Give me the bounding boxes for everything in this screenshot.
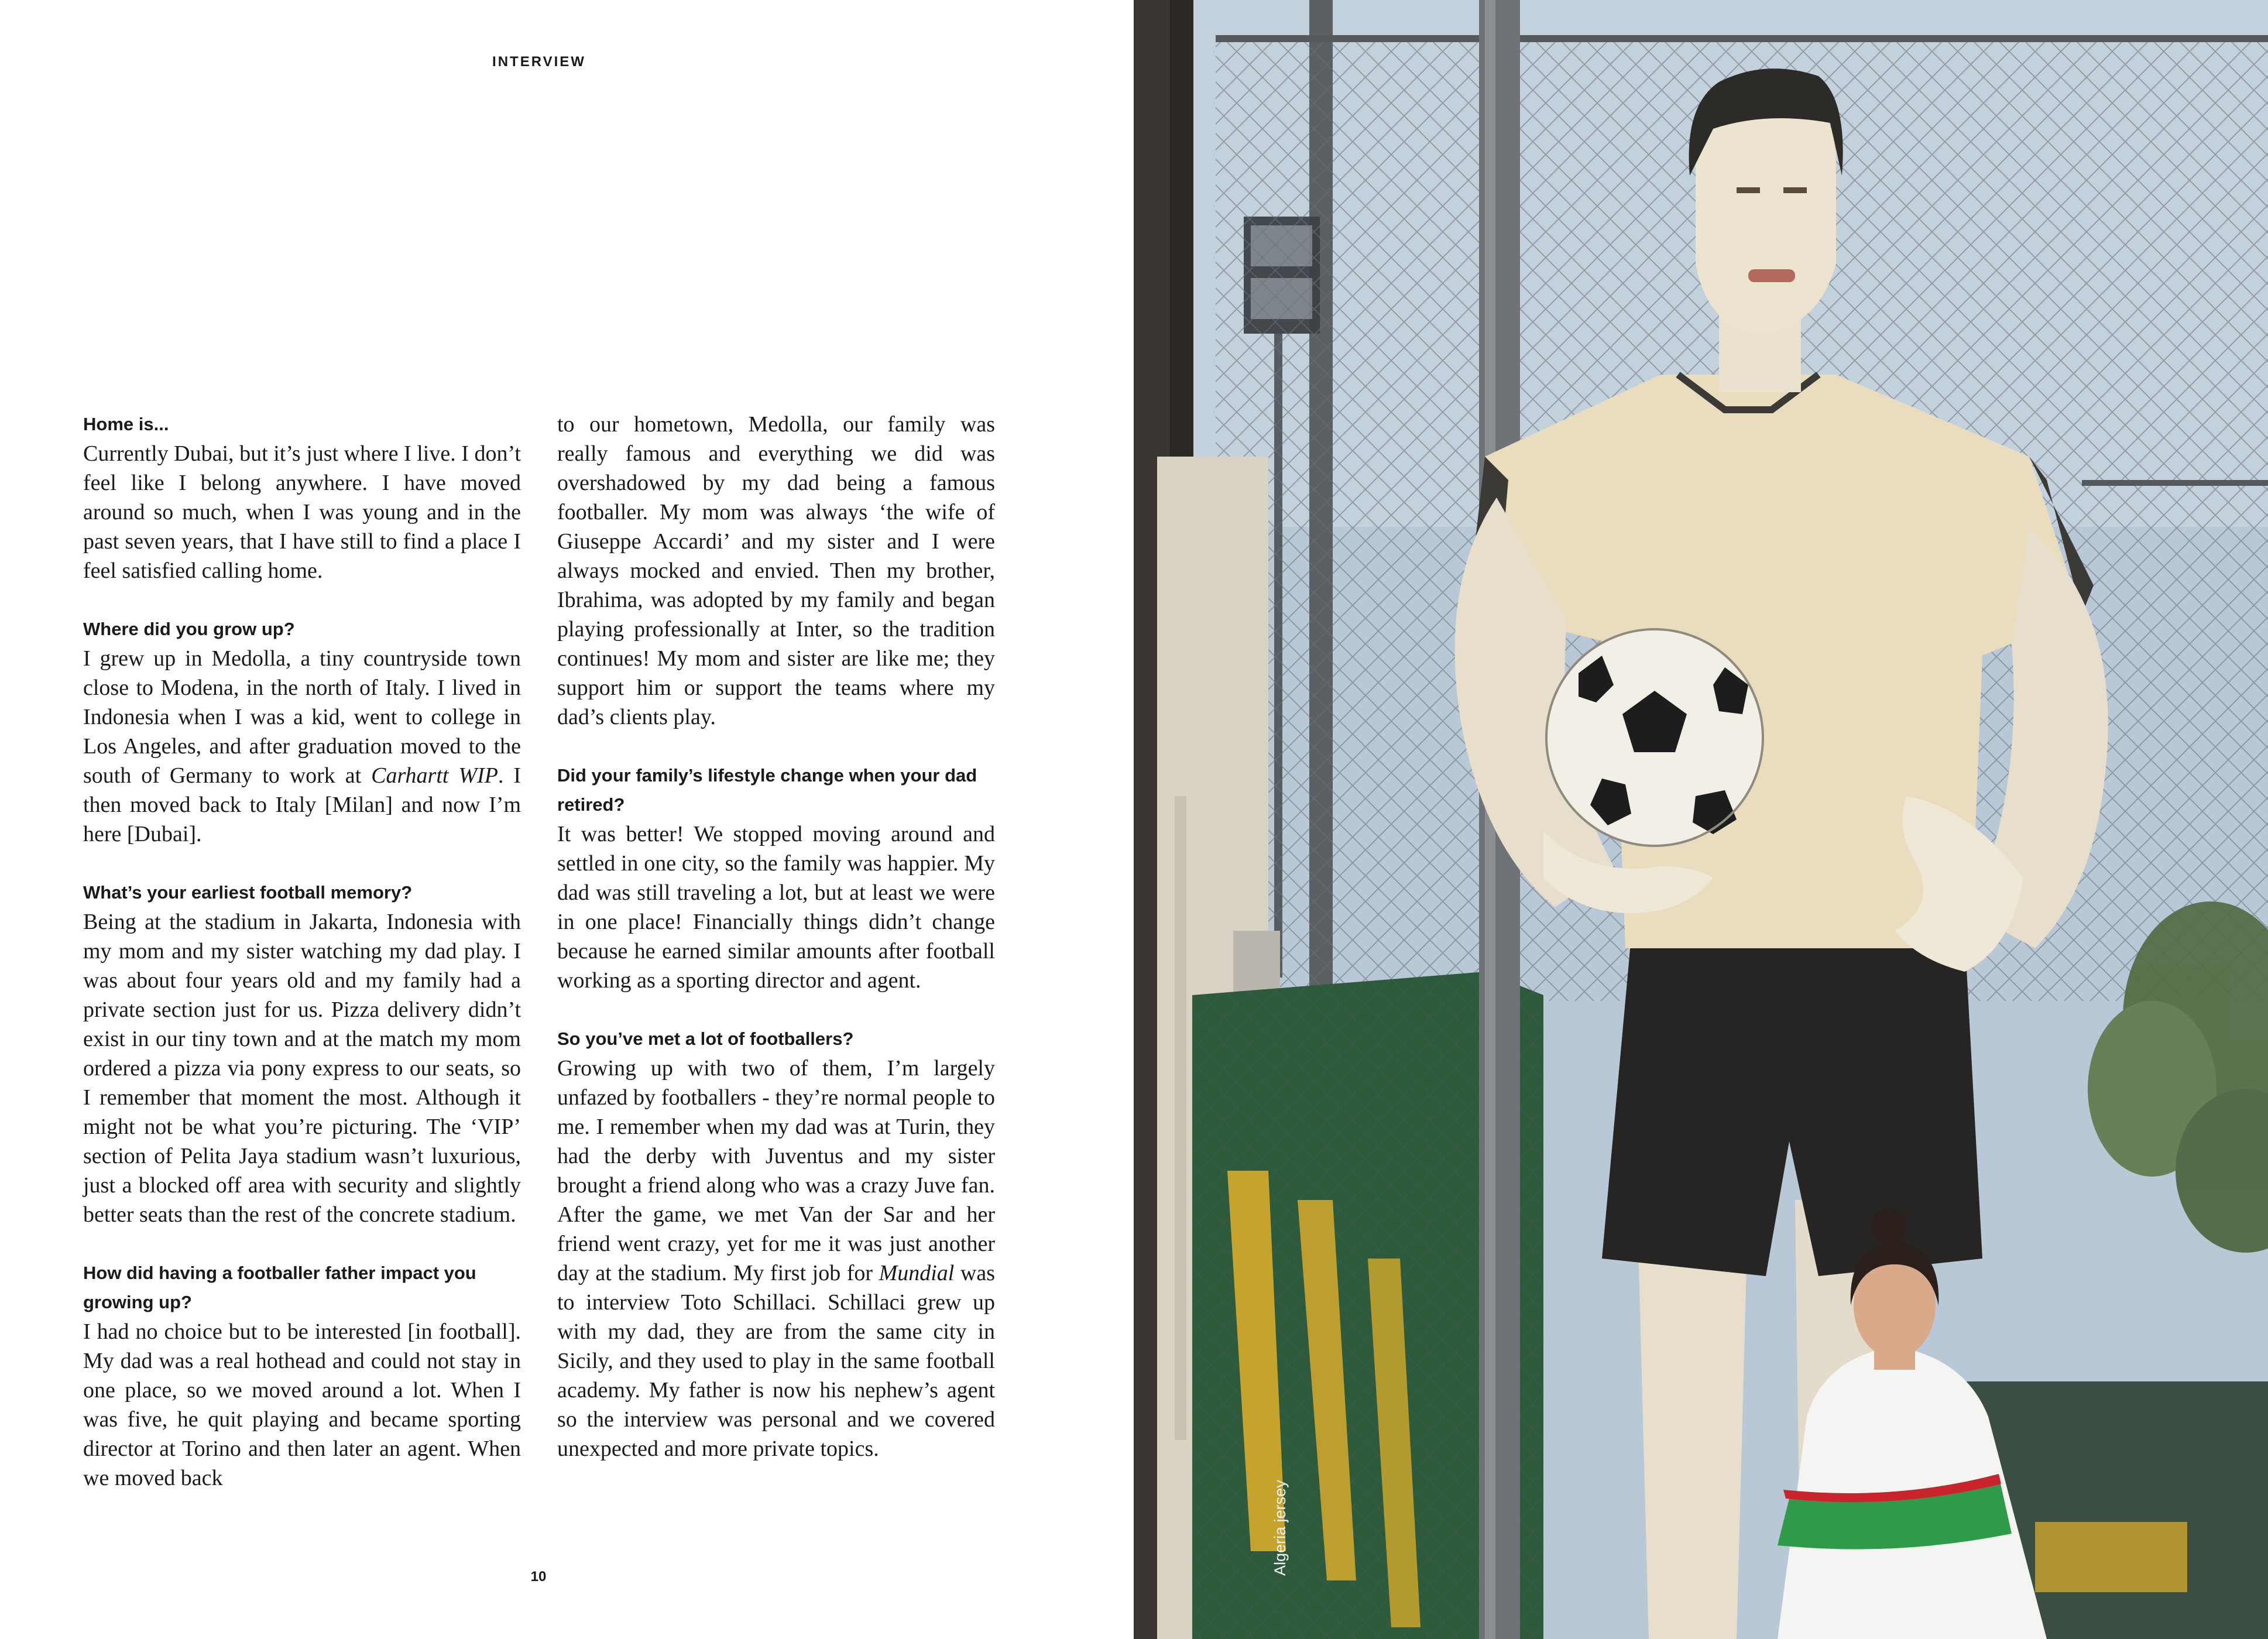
statue-photo xyxy=(1134,0,2268,1639)
question: Did your family’s lifestyle change when your dad retired? xyxy=(557,765,977,815)
qa-block xyxy=(83,615,521,849)
right-column xyxy=(557,410,995,1493)
question: Where did you grow up? xyxy=(83,619,295,639)
answer: I grew up in Medolla, a tiny countryside town close to Modena, in the north of Italy. I lived in Indonesia when I was a kid, went to college in Los Angeles, and after graduation moved to the south of Germany to work at Carhartt WIP. I then moved back to Italy [Milan] and now I’m here [Dubai]. xyxy=(83,646,521,846)
answer: Being at the stadium in Jakarta, Indonesia with my mom and my sister watching my dad play. I was about four years old and my family had a private section just for us. Pizza delivery didn’t exist in our tiny town and at the match my mom ordered a pizza via pony express to our seats, so I remember that moment the most. Although it might not be what you’re picturing. The ‘VIP’ section of Pelita Jaya stadium wasn’t luxurious, just a blocked off area with security and slightly better seats than the rest of the concrete stadium. xyxy=(83,910,521,1227)
question: So you’ve met a lot of footballers? xyxy=(557,1028,854,1049)
question: How did having a footballer father impact you growing up? xyxy=(83,1263,476,1312)
question: Home is... xyxy=(83,414,169,434)
photo-page xyxy=(1134,0,2268,1639)
continuation-block xyxy=(557,410,995,732)
qa-block xyxy=(83,410,521,585)
photo-caption: Algeria jersey xyxy=(1271,1480,1289,1576)
magazine-name: Mundial xyxy=(879,1261,955,1285)
football xyxy=(1546,629,1763,846)
qa-block xyxy=(83,1259,521,1493)
qa-block xyxy=(557,1024,995,1463)
answer: Currently Dubai, but it’s just where I live. I don’t feel like I belong anywhere. I have moved around so much, when I was young and in the past seven years, that I have still to find a place I feel satisfied calling home. xyxy=(83,441,521,583)
section-label: INTERVIEW xyxy=(492,54,586,70)
page-number: 10 xyxy=(530,1569,547,1585)
qa-block xyxy=(557,761,995,995)
question: What’s your earliest football memory? xyxy=(83,882,413,903)
left-column xyxy=(83,410,521,1522)
brand-name: Carhartt WIP xyxy=(371,763,498,788)
answer-continuation: to our hometown, Medolla, our family was really famous and everything we did was overshadowed by my dad being a famous footballer. My mom was always ‘the wife of Giuseppe Accardi’ and my sister and I were always mocked and envied. Then my brother, Ibrahima, was adopted by my family and began playing professionally at Inter, so the tradition continues! My mom and sister are like me; they support him or support the teams where my dad’s clients play. xyxy=(557,412,995,729)
qa-block xyxy=(83,878,521,1229)
answer: It was better! We stopped moving around and settled in one city, so the family was happier. My dad was still traveling a lot, but at least we were in one place! Financially things didn’t change because he earned similar amounts after football working as a sporting director and agent. xyxy=(557,822,995,993)
answer: I had no choice but to be interested [in football]. My dad was a real hothead and could not stay in one place, so we moved around a lot. When I was five, he quit playing and became sporting director at Torino and then later an agent. When we moved back xyxy=(83,1319,521,1490)
answer: Growing up with two of them, I’m largely unfazed by footballers - they’re normal people to me. I remember when my dad was at Turin, they had the derby with Juventus and my sister brought a friend along who was a crazy Juve fan. After the game, we met Van der Sar and her friend went crazy, yet for me it was just another day at the stadium. My first job for Mundial was to interview Toto Schillaci. Schillaci grew up with my dad, they are from the same city in Sicily, and they used to play in the same football academy. My father is now his nephew’s agent so the interview was personal and we covered unexpected and more private topics. xyxy=(557,1056,995,1461)
